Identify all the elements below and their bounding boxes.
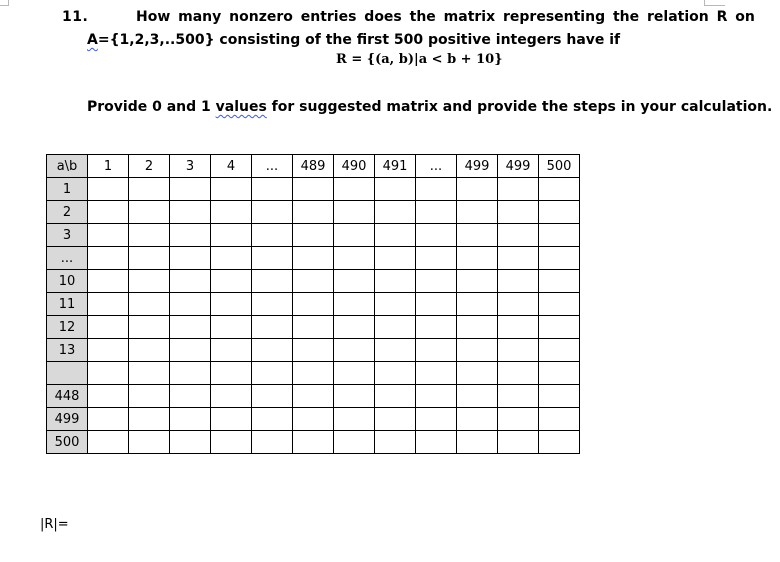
matrix-row-header: 10	[47, 270, 88, 293]
matrix-entry-cell[interactable]	[88, 362, 129, 385]
matrix-row-header: 2	[47, 201, 88, 224]
matrix-entry-cell[interactable]	[211, 431, 252, 454]
matrix-entry-cell[interactable]	[375, 408, 416, 431]
matrix-entry-cell[interactable]	[498, 201, 539, 224]
matrix-entry-cell[interactable]	[211, 270, 252, 293]
matrix-entry-cell[interactable]	[539, 385, 580, 408]
matrix-entry-cell[interactable]	[293, 431, 334, 454]
matrix-entry-cell[interactable]	[334, 270, 375, 293]
matrix-entry-cell[interactable]	[539, 178, 580, 201]
question-text-line1: How many nonzero entries does the matrix representing the relation R on	[136, 9, 755, 25]
matrix-entry-cell[interactable]	[211, 201, 252, 224]
matrix-column-header: 491	[375, 155, 416, 178]
matrix-row	[47, 385, 580, 408]
matrix-entry-cell[interactable]	[170, 408, 211, 431]
matrix-entry-cell[interactable]	[539, 316, 580, 339]
matrix-entry-cell[interactable]	[170, 201, 211, 224]
matrix-column-header: 4	[211, 155, 252, 178]
matrix-entry-cell[interactable]	[334, 385, 375, 408]
matrix-entry-cell[interactable]	[539, 408, 580, 431]
matrix-entry-cell[interactable]	[170, 224, 211, 247]
matrix-entry-cell[interactable]	[457, 339, 498, 362]
matrix-entry-cell[interactable]	[293, 362, 334, 385]
matrix-entry-cell[interactable]	[88, 339, 129, 362]
matrix-entry-cell[interactable]	[416, 385, 457, 408]
matrix-entry-cell[interactable]	[211, 178, 252, 201]
matrix-entry-cell[interactable]	[252, 201, 293, 224]
matrix-entry-cell[interactable]	[293, 201, 334, 224]
matrix-entry-cell[interactable]	[129, 362, 170, 385]
matrix-row	[47, 178, 580, 201]
matrix-entry-cell[interactable]	[457, 431, 498, 454]
matrix-entry-cell[interactable]	[457, 224, 498, 247]
matrix-entry-cell[interactable]	[498, 178, 539, 201]
matrix-entry-cell[interactable]	[252, 431, 293, 454]
matrix-entry-cell[interactable]	[375, 247, 416, 270]
matrix-entry-cell[interactable]	[293, 224, 334, 247]
matrix-entry-cell[interactable]	[539, 201, 580, 224]
matrix-entry-cell[interactable]	[252, 316, 293, 339]
matrix-column-header: 3	[170, 155, 211, 178]
instruction-part-2: for suggested matrix and provide the steps in your calculation.	[266, 99, 773, 115]
matrix-row	[47, 224, 580, 247]
matrix-entry-cell[interactable]	[375, 431, 416, 454]
matrix-entry-cell[interactable]	[170, 270, 211, 293]
matrix-entry-cell[interactable]	[334, 201, 375, 224]
matrix-row-header: 1	[47, 178, 88, 201]
matrix-entry-cell[interactable]	[293, 270, 334, 293]
matrix-entry-cell[interactable]	[334, 362, 375, 385]
matrix-entry-cell[interactable]	[457, 385, 498, 408]
matrix-row-header: 12	[47, 316, 88, 339]
matrix-row-header	[47, 362, 88, 385]
matrix-entry-cell[interactable]	[129, 408, 170, 431]
matrix-row-header: 11	[47, 293, 88, 316]
matrix-row	[47, 247, 580, 270]
matrix-entry-cell[interactable]	[88, 431, 129, 454]
matrix-entry-cell[interactable]	[170, 316, 211, 339]
matrix-entry-cell[interactable]	[293, 247, 334, 270]
relation-matrix-table	[46, 154, 580, 454]
matrix-entry-cell[interactable]	[252, 385, 293, 408]
matrix-entry-cell[interactable]	[252, 408, 293, 431]
matrix-row	[47, 339, 580, 362]
matrix-entry-cell[interactable]	[457, 316, 498, 339]
matrix-entry-cell[interactable]	[211, 293, 252, 316]
matrix-entry-cell[interactable]	[88, 408, 129, 431]
matrix-entry-cell[interactable]	[334, 316, 375, 339]
matrix-entry-cell[interactable]	[252, 224, 293, 247]
matrix-entry-cell[interactable]	[498, 293, 539, 316]
matrix-entry-cell[interactable]	[211, 339, 252, 362]
instruction-part-1: Provide 0 and 1	[87, 99, 216, 115]
matrix-entry-cell[interactable]	[129, 431, 170, 454]
matrix-entry-cell[interactable]	[416, 408, 457, 431]
matrix-entry-cell[interactable]	[334, 408, 375, 431]
matrix-entry-cell[interactable]	[129, 201, 170, 224]
matrix-entry-cell[interactable]	[416, 178, 457, 201]
matrix-entry-cell[interactable]	[375, 339, 416, 362]
matrix-entry-cell[interactable]	[293, 316, 334, 339]
matrix-entry-cell[interactable]	[498, 270, 539, 293]
matrix-column-header: ...	[416, 155, 457, 178]
matrix-entry-cell[interactable]	[211, 316, 252, 339]
spellcheck-word-values: values	[215, 99, 267, 115]
matrix-entry-cell[interactable]	[457, 362, 498, 385]
matrix-entry-cell[interactable]	[375, 293, 416, 316]
matrix-corner-cell: a\b	[47, 155, 88, 178]
matrix-entry-cell[interactable]	[88, 224, 129, 247]
matrix-column-header: 2	[129, 155, 170, 178]
matrix-entry-cell[interactable]	[252, 339, 293, 362]
matrix-entry-cell[interactable]	[334, 431, 375, 454]
matrix-column-header: 490	[334, 155, 375, 178]
matrix-entry-cell[interactable]	[498, 247, 539, 270]
matrix-entry-cell[interactable]	[252, 270, 293, 293]
matrix-entry-cell[interactable]	[416, 201, 457, 224]
matrix-entry-cell[interactable]	[88, 385, 129, 408]
page-corner-marker-left	[0, 0, 9, 6]
matrix-entry-cell[interactable]	[498, 224, 539, 247]
instruction-text	[87, 99, 772, 115]
question-text-line2-rest: ={1,2,3,..500} consisting of the first 500 positive integers have if	[97, 32, 621, 48]
matrix-entry-cell[interactable]	[334, 293, 375, 316]
matrix-entry-cell[interactable]	[457, 201, 498, 224]
matrix-entry-cell[interactable]	[293, 339, 334, 362]
matrix-row	[47, 201, 580, 224]
matrix-entry-cell[interactable]	[375, 224, 416, 247]
matrix-entry-cell[interactable]	[416, 316, 457, 339]
matrix-entry-cell[interactable]	[211, 385, 252, 408]
matrix-entry-cell[interactable]	[457, 247, 498, 270]
matrix-entry-cell[interactable]	[416, 247, 457, 270]
matrix-entry-cell[interactable]	[88, 178, 129, 201]
matrix-entry-cell[interactable]	[539, 293, 580, 316]
relation-formula: R = {(a, b)|a < b + 10}	[336, 52, 503, 67]
matrix-row-header: 499	[47, 408, 88, 431]
matrix-entry-cell[interactable]	[252, 293, 293, 316]
matrix-entry-cell[interactable]	[129, 178, 170, 201]
matrix-column-header: 499	[498, 155, 539, 178]
matrix-entry-cell[interactable]	[252, 247, 293, 270]
matrix-row	[47, 362, 580, 385]
matrix-entry-cell[interactable]	[170, 247, 211, 270]
matrix-entry-cell[interactable]	[293, 385, 334, 408]
matrix-entry-cell[interactable]	[539, 247, 580, 270]
matrix-entry-cell[interactable]	[498, 431, 539, 454]
matrix-entry-cell[interactable]	[129, 316, 170, 339]
matrix-entry-cell[interactable]	[416, 270, 457, 293]
answer-label: |R|=	[40, 517, 69, 532]
matrix-entry-cell[interactable]	[88, 270, 129, 293]
matrix-row	[47, 431, 580, 454]
matrix-entry-cell[interactable]	[252, 362, 293, 385]
matrix-entry-cell[interactable]	[498, 362, 539, 385]
matrix-entry-cell[interactable]	[334, 178, 375, 201]
matrix-entry-cell[interactable]	[252, 178, 293, 201]
matrix-entry-cell[interactable]	[129, 339, 170, 362]
matrix-entry-cell[interactable]	[539, 431, 580, 454]
question-number: 11.	[62, 9, 89, 25]
matrix-entry-cell[interactable]	[211, 247, 252, 270]
matrix-entry-cell[interactable]	[457, 270, 498, 293]
matrix-row	[47, 270, 580, 293]
matrix-row	[47, 293, 580, 316]
matrix-entry-cell[interactable]	[416, 362, 457, 385]
matrix-row-header: 500	[47, 431, 88, 454]
matrix-entry-cell[interactable]	[375, 385, 416, 408]
matrix-entry-cell[interactable]	[416, 431, 457, 454]
matrix-entry-cell[interactable]	[416, 293, 457, 316]
matrix-entry-cell[interactable]	[375, 201, 416, 224]
matrix-entry-cell[interactable]	[457, 293, 498, 316]
matrix-entry-cell[interactable]	[375, 362, 416, 385]
matrix-entry-cell[interactable]	[539, 224, 580, 247]
matrix-entry-cell[interactable]	[334, 247, 375, 270]
matrix-entry-cell[interactable]	[88, 293, 129, 316]
matrix-entry-cell[interactable]	[416, 224, 457, 247]
matrix-entry-cell[interactable]	[293, 178, 334, 201]
matrix-row-header: 448	[47, 385, 88, 408]
matrix-entry-cell[interactable]	[498, 408, 539, 431]
matrix-entry-cell[interactable]	[334, 339, 375, 362]
matrix-row-header: ...	[47, 247, 88, 270]
matrix-entry-cell[interactable]	[211, 362, 252, 385]
matrix-header-row	[47, 155, 580, 178]
matrix-entry-cell[interactable]	[170, 178, 211, 201]
matrix-entry-cell[interactable]	[293, 408, 334, 431]
matrix-entry-cell[interactable]	[211, 408, 252, 431]
matrix-entry-cell[interactable]	[170, 293, 211, 316]
question-text-line2	[87, 32, 620, 48]
matrix-row-header: 3	[47, 224, 88, 247]
matrix-entry-cell[interactable]	[457, 178, 498, 201]
matrix-column-header: 489	[293, 155, 334, 178]
matrix-entry-cell[interactable]	[498, 316, 539, 339]
matrix-entry-cell[interactable]	[293, 293, 334, 316]
matrix-entry-cell[interactable]	[539, 362, 580, 385]
matrix-entry-cell[interactable]	[88, 316, 129, 339]
matrix-entry-cell[interactable]	[539, 270, 580, 293]
matrix-entry-cell[interactable]	[88, 201, 129, 224]
matrix-entry-cell[interactable]	[129, 293, 170, 316]
matrix-entry-cell[interactable]	[129, 224, 170, 247]
matrix-column-header: ...	[252, 155, 293, 178]
matrix-row	[47, 316, 580, 339]
page-corner-marker-right	[704, 0, 725, 6]
matrix-entry-cell[interactable]	[129, 385, 170, 408]
matrix-row-header: 13	[47, 339, 88, 362]
matrix-row	[47, 408, 580, 431]
matrix-entry-cell[interactable]	[375, 316, 416, 339]
matrix-entry-cell[interactable]	[170, 362, 211, 385]
spellcheck-word: A	[87, 32, 98, 48]
matrix-entry-cell[interactable]	[539, 339, 580, 362]
matrix-entry-cell[interactable]	[457, 408, 498, 431]
matrix-entry-cell[interactable]	[211, 224, 252, 247]
matrix-entry-cell[interactable]	[416, 339, 457, 362]
matrix-column-header: 500	[539, 155, 580, 178]
matrix-entry-cell[interactable]	[498, 385, 539, 408]
matrix-entry-cell[interactable]	[375, 270, 416, 293]
matrix-entry-cell[interactable]	[498, 339, 539, 362]
matrix-entry-cell[interactable]	[88, 247, 129, 270]
matrix-entry-cell[interactable]	[375, 178, 416, 201]
matrix-entry-cell[interactable]	[170, 431, 211, 454]
matrix-entry-cell[interactable]	[170, 385, 211, 408]
matrix-column-header: 499	[457, 155, 498, 178]
matrix-entry-cell[interactable]	[129, 270, 170, 293]
matrix-entry-cell[interactable]	[334, 224, 375, 247]
matrix-entry-cell[interactable]	[129, 247, 170, 270]
matrix-entry-cell[interactable]	[170, 339, 211, 362]
matrix-column-header: 1	[88, 155, 129, 178]
